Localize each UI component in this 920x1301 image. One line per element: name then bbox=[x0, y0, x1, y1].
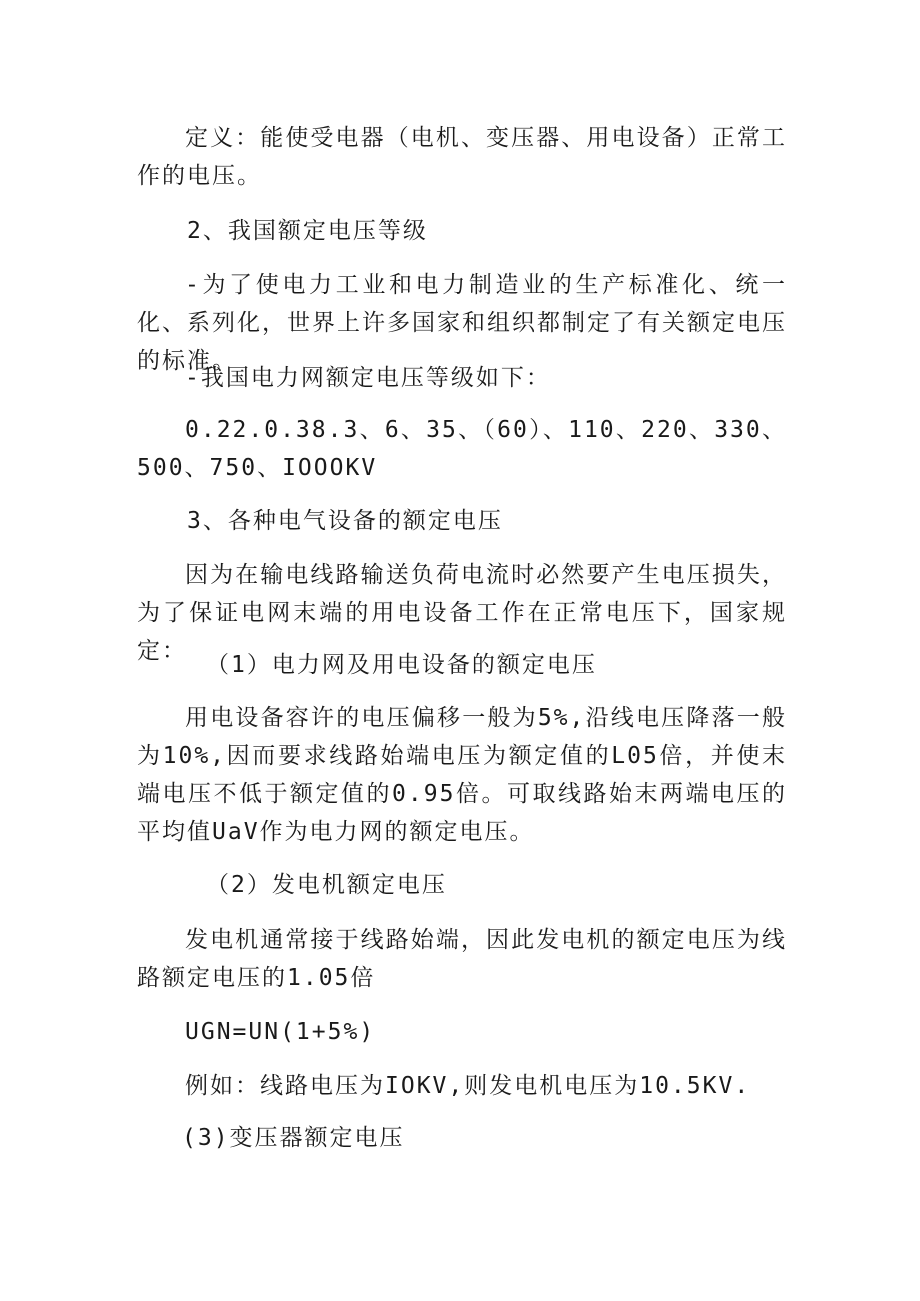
heading-equipment-voltage: 3、各种电气设备的额定电压 bbox=[187, 508, 503, 534]
paragraph-voltage-list: 0.22.0.38.3、6、35、（60）、110、220、330、500、750、IOOOKV bbox=[137, 417, 787, 481]
heading-grid-equipment-voltage: （1）电力网及用电设备的额定电压 bbox=[206, 652, 597, 678]
paragraph-example: 例如：线路电压为IOKV,则发电机电压为10.5KV. bbox=[185, 1073, 751, 1099]
paragraph-grid-levels-intro: -我国电力网额定电压等级如下： bbox=[185, 365, 551, 391]
paragraph-voltage-loss: 因为在输电线路输送负荷电流时必然要产生电压损失，为了保证电网末端的用电设备工作在正常电压下，国家规定： bbox=[137, 562, 787, 664]
paragraph-generator: 发电机通常接于线路始端，因此发电机的额定电压为线路额定电压的1.05倍 bbox=[137, 927, 787, 991]
paragraph-definition: 定义：能使受电器（电机、变压器、用电设备）正常工作的电压。 bbox=[137, 125, 787, 189]
formula-ugn: UGN=UN(1+5%) bbox=[185, 1019, 376, 1045]
paragraph-standardization: -为了使电力工业和电力制造业的生产标准化、统一化、系列化，世界上许多国家和组织都制定了有关额定电压的标准。 bbox=[137, 272, 787, 374]
heading-generator-voltage: （2）发电机额定电压 bbox=[206, 872, 447, 898]
heading-transformer-voltage: (3)变压器额定电压 bbox=[182, 1125, 405, 1151]
heading-voltage-levels: 2、我国额定电压等级 bbox=[187, 218, 428, 244]
paragraph-voltage-deviation: 用电设备容许的电压偏移一般为5%,沿线电压降落一般为10%,因而要求线路始端电压为额定值的L05倍，并使末端电压不低于额定值的0.95倍。可取线路始末两端电压的平均值UaV作为电力网的额定电压。 bbox=[137, 705, 787, 845]
